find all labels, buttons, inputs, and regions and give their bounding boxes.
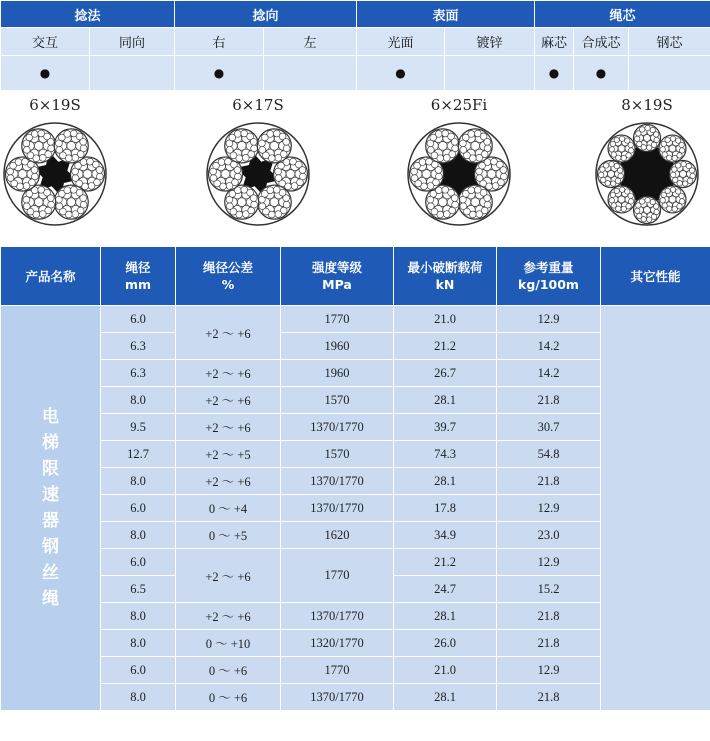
wire: [72, 175, 79, 182]
specification-table: [0, 246, 710, 711]
wire: [23, 203, 30, 210]
core-header: 绳芯: [535, 1, 710, 28]
wire: [679, 148, 684, 153]
wire: [56, 146, 63, 153]
wire: [637, 141, 642, 146]
grade-cell: 1960: [281, 333, 394, 360]
wire: [635, 136, 640, 141]
tolerance-cell: 0 ～ +4: [176, 495, 281, 522]
tolerance-cell: +2 ～ +6: [176, 387, 281, 414]
weight-cell: 12.9: [497, 495, 601, 522]
diameter-cell: 8.0: [101, 468, 176, 495]
wire: [672, 206, 677, 211]
header-product-name: 产品名称: [1, 247, 101, 306]
header-weight: 参考重量 kg/100m: [497, 247, 601, 306]
wire: [492, 183, 499, 190]
diameter-cell: 12.7: [101, 441, 176, 468]
weight-cell: 14.2: [497, 360, 601, 387]
rope-diagram: [592, 92, 702, 230]
load-cell: 28.1: [394, 387, 497, 414]
header-diameter: 绳径 mm: [101, 247, 176, 306]
wire: [80, 195, 87, 202]
grade-cell: 1770: [281, 549, 394, 603]
selected-marker: ●: [535, 56, 574, 91]
weight-cell: 21.8: [497, 468, 601, 495]
diameter-cell: 8.0: [101, 684, 176, 711]
wire: [476, 175, 483, 182]
wire: [427, 203, 434, 210]
diameter-cell: 8.0: [101, 603, 176, 630]
wire: [31, 131, 38, 138]
wire: [653, 204, 658, 209]
grade-cell: 1320/1770: [281, 630, 394, 657]
option-hemp-core: 麻芯: [535, 28, 574, 56]
wire: [637, 213, 642, 218]
wire: [639, 127, 644, 132]
load-cell: 26.7: [394, 360, 497, 387]
wire: [690, 173, 695, 178]
weight-cell: 21.8: [497, 684, 601, 711]
wire: [427, 146, 434, 153]
wire: [689, 168, 694, 173]
wire: [56, 203, 63, 210]
wire: [611, 152, 616, 157]
wire: [64, 131, 71, 138]
diameter-cell: 6.0: [101, 495, 176, 522]
table-row: [1, 306, 710, 333]
option-synthetic-core: 合成芯: [574, 28, 629, 56]
wire: [645, 198, 650, 203]
rope-cross-section: [203, 118, 313, 230]
wire: [210, 175, 217, 182]
load-cell: 21.0: [394, 306, 497, 333]
grade-cell: 1770: [281, 306, 394, 333]
wire: [653, 132, 658, 137]
wire: [476, 211, 483, 218]
option-lang-lay: 同向: [90, 28, 175, 56]
diameter-cell: 6.3: [101, 360, 176, 387]
diameter-cell: 8.0: [101, 387, 176, 414]
header-breaking-load: 最小破断载荷 kN: [394, 247, 497, 306]
load-cell: 24.7: [394, 576, 497, 603]
tolerance-cell: +2 ～ +6: [176, 306, 281, 360]
wire: [275, 211, 282, 218]
wire: [267, 131, 274, 138]
header-tolerance: 绳径公差 %: [176, 247, 281, 306]
weight-cell: 14.2: [497, 333, 601, 360]
wire: [619, 187, 624, 192]
wire: [683, 181, 688, 186]
option-bright: 光面: [357, 28, 445, 56]
wire: [242, 154, 249, 161]
option-left: 左: [264, 28, 357, 56]
tolerance-cell: +2 ～ +6: [176, 549, 281, 603]
rope-attribute-table: [0, 0, 710, 91]
rope-cross-section: [592, 118, 702, 230]
wire: [267, 187, 274, 194]
diameter-cell: 6.3: [101, 333, 176, 360]
tolerance-cell: +2 ～ +6: [176, 603, 281, 630]
wire: [675, 163, 680, 168]
wire: [621, 155, 626, 160]
grade-cell: 1370/1770: [281, 468, 394, 495]
wire: [662, 203, 667, 208]
wire: [660, 147, 665, 152]
grade-cell: 1370/1770: [281, 603, 394, 630]
diameter-cell: 6.0: [101, 306, 176, 333]
wire: [23, 146, 30, 153]
wire: [628, 142, 633, 147]
wire: [603, 163, 608, 168]
wire: [654, 209, 659, 214]
wire: [679, 142, 684, 147]
grade-cell: 1570: [281, 387, 394, 414]
wire: [435, 167, 442, 174]
grade-cell: 1370/1770: [281, 495, 394, 522]
wire: [47, 195, 54, 202]
wire: [484, 138, 491, 145]
load-cell: 26.0: [394, 630, 497, 657]
load-cell: 34.9: [394, 522, 497, 549]
weight-cell: 21.8: [497, 603, 601, 630]
wire: [614, 188, 619, 193]
wire: [635, 208, 640, 213]
wire: [628, 148, 633, 153]
wire: [500, 167, 507, 174]
selected-marker: ●: [175, 56, 264, 91]
wire: [647, 145, 652, 150]
rope-diagram: [203, 92, 313, 230]
empty-marker-cell: [629, 56, 710, 91]
wire: [443, 154, 450, 161]
load-cell: 21.2: [394, 549, 497, 576]
tolerance-cell: +2 ～ +6: [176, 360, 281, 387]
grade-cell: 1770: [281, 657, 394, 684]
wire: [679, 199, 684, 204]
wire: [299, 167, 306, 174]
wire: [80, 138, 87, 145]
tolerance-cell: +2 ～ +6: [176, 414, 281, 441]
wire: [275, 175, 282, 182]
wire: [670, 136, 675, 141]
empty-marker-cell: [264, 56, 357, 91]
weight-cell: 12.9: [497, 549, 601, 576]
rope-construction-label: 6×19S: [29, 96, 81, 114]
wire: [427, 183, 434, 190]
wire: [628, 193, 633, 198]
rope-construction-label: 6×17S: [232, 96, 284, 114]
wire: [72, 154, 79, 161]
wire: [609, 147, 614, 152]
wire: [460, 203, 467, 210]
wire: [611, 181, 616, 186]
weight-cell: 23.0: [497, 522, 601, 549]
wire: [39, 154, 46, 161]
option-right: 右: [175, 28, 264, 56]
wire: [619, 136, 624, 141]
tolerance-cell: 0 ～ +5: [176, 522, 281, 549]
grade-cell: 1620: [281, 522, 394, 549]
selected-marker: ●: [357, 56, 445, 91]
grade-cell: 1960: [281, 360, 394, 387]
wire: [275, 154, 282, 161]
rope-diagram: [0, 92, 110, 230]
wire: [671, 172, 676, 177]
weight-cell: 12.9: [497, 306, 601, 333]
wire: [617, 168, 622, 173]
load-cell: 28.1: [394, 684, 497, 711]
wire: [15, 159, 22, 166]
wire: [443, 211, 450, 218]
diameter-cell: 6.0: [101, 549, 176, 576]
weight-cell: 30.7: [497, 414, 601, 441]
wire: [250, 138, 257, 145]
wire: [23, 183, 30, 190]
wire: [234, 167, 241, 174]
diameter-cell: 8.0: [101, 522, 176, 549]
load-cell: 28.1: [394, 468, 497, 495]
option-galvanized: 镀锌: [445, 28, 535, 56]
wire: [31, 167, 38, 174]
empty-marker-cell: [445, 56, 535, 91]
empty-marker-cell: [90, 56, 175, 91]
wire: [609, 162, 614, 167]
load-cell: 21.2: [394, 333, 497, 360]
grade-cell: 1370/1770: [281, 414, 394, 441]
product-name-cell: 电 梯 限 速 器 钢 丝 绳: [1, 306, 101, 711]
option-steel-core: 钢芯: [629, 28, 710, 56]
wire: [647, 217, 652, 222]
load-cell: 39.7: [394, 414, 497, 441]
wire: [226, 203, 233, 210]
load-cell: 21.0: [394, 657, 497, 684]
weight-cell: 21.8: [497, 387, 601, 414]
wire: [234, 131, 241, 138]
wire: [618, 173, 623, 178]
wire: [419, 159, 426, 166]
wire: [645, 126, 650, 131]
weight-cell: 21.8: [497, 630, 601, 657]
surface-header: 表面: [357, 1, 535, 28]
wire: [679, 193, 684, 198]
selected-marker: ●: [574, 56, 629, 91]
grade-cell: 1570: [281, 441, 394, 468]
wire: [259, 203, 266, 210]
diameter-cell: 6.5: [101, 576, 176, 603]
wire: [64, 187, 71, 194]
rope-cross-section: [0, 118, 110, 230]
wire: [639, 199, 644, 204]
rope-cross-section: [404, 118, 514, 230]
tolerance-cell: 0 ～ +10: [176, 630, 281, 657]
tolerance-cell: +2 ～ +5: [176, 441, 281, 468]
wire: [283, 138, 290, 145]
load-cell: 17.8: [394, 495, 497, 522]
lay-direction-header: 捻向: [175, 1, 357, 28]
wire: [614, 137, 619, 142]
wire: [411, 175, 418, 182]
tolerance-cell: 0 ～ +6: [176, 684, 281, 711]
wire: [670, 187, 675, 192]
grade-cell: 1370/1770: [281, 684, 394, 711]
wire: [621, 206, 626, 211]
wire: [476, 154, 483, 161]
wire: [681, 162, 686, 167]
weight-cell: 15.2: [497, 576, 601, 603]
wire: [451, 138, 458, 145]
wire: [226, 183, 233, 190]
wire: [96, 167, 103, 174]
wire: [468, 187, 475, 194]
wire: [673, 177, 678, 182]
header-grade: 强度等级 MPa: [281, 247, 394, 306]
wire: [460, 146, 467, 153]
wire: [665, 137, 670, 142]
wire: [47, 138, 54, 145]
wire: [250, 195, 257, 202]
lay-type-header: 捻法: [1, 1, 175, 28]
wire: [259, 146, 266, 153]
diameter-cell: 9.5: [101, 414, 176, 441]
wire: [660, 198, 665, 203]
wire: [665, 188, 670, 193]
wire: [654, 137, 659, 142]
wire: [226, 146, 233, 153]
wire: [611, 203, 616, 208]
header-other: 其它性能: [601, 247, 710, 306]
rope-section-diagrams: [0, 92, 710, 244]
wire: [39, 211, 46, 218]
rope-construction-label: 6×25Fi: [430, 96, 488, 114]
wire: [672, 155, 677, 160]
wire: [451, 195, 458, 202]
option-cross-lay: 交互: [1, 28, 90, 56]
wire: [88, 183, 95, 190]
wire: [468, 131, 475, 138]
tolerance-cell: +2 ～ +6: [176, 468, 281, 495]
wire: [628, 199, 633, 204]
wire: [601, 177, 606, 182]
wire: [291, 183, 298, 190]
wire: [283, 195, 290, 202]
wire: [484, 195, 491, 202]
diameter-cell: 6.0: [101, 657, 176, 684]
wire: [609, 198, 614, 203]
wire: [242, 211, 249, 218]
wire: [662, 152, 667, 157]
rope-construction-label: 8×19S: [621, 96, 673, 114]
wire: [435, 131, 442, 138]
other-properties-cell: [601, 306, 710, 711]
diameter-cell: 8.0: [101, 630, 176, 657]
wire: [599, 172, 604, 177]
rope-diagram: [404, 92, 514, 230]
wire: [218, 159, 225, 166]
wire: [7, 175, 14, 182]
weight-cell: 12.9: [497, 657, 601, 684]
load-cell: 74.3: [394, 441, 497, 468]
weight-cell: 54.8: [497, 441, 601, 468]
tolerance-cell: 0 ～ +6: [176, 657, 281, 684]
selected-marker: ●: [1, 56, 90, 91]
load-cell: 28.1: [394, 603, 497, 630]
wire: [72, 211, 79, 218]
